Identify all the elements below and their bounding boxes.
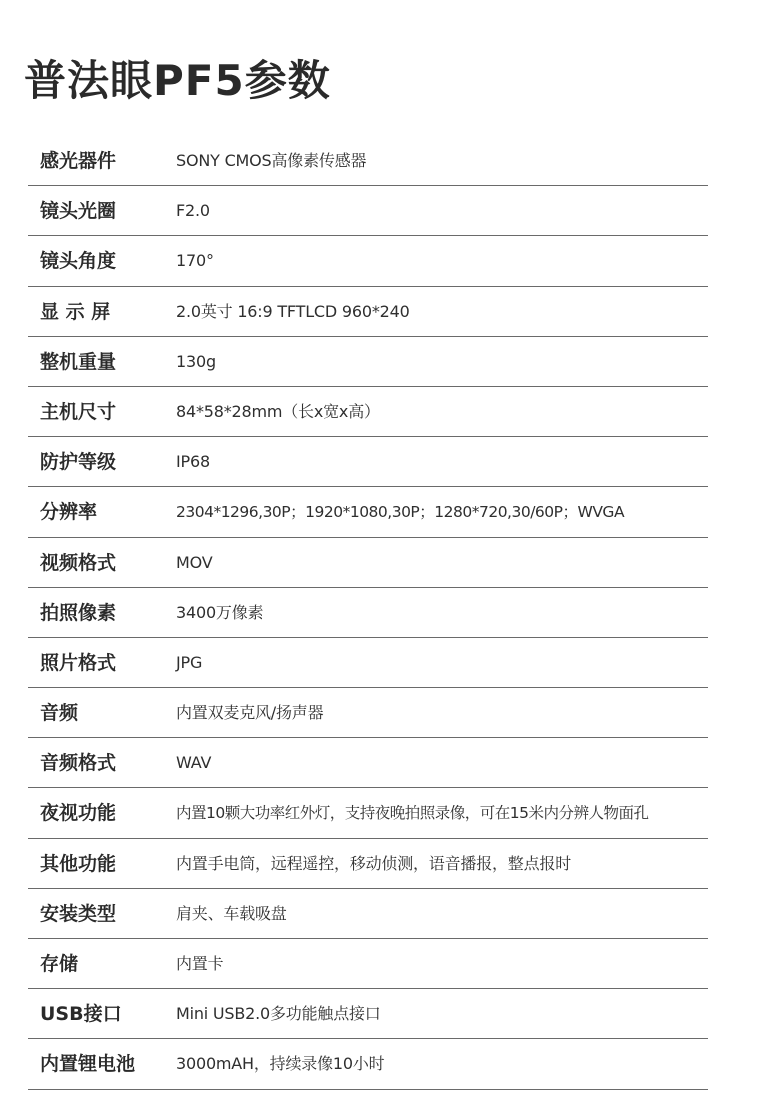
spec-row-audio — [28, 688, 708, 738]
spec-row-photo-format — [28, 638, 708, 688]
spec-row-audio-format — [28, 738, 708, 788]
page-title: 普法眼PF5参数 — [24, 56, 331, 105]
spec-value: 肩夹、车载吸盘 — [176, 903, 287, 923]
spec-row-dimensions — [28, 387, 708, 437]
spec-row-resolution — [28, 487, 708, 537]
spec-label: 安装类型 — [40, 902, 117, 925]
spec-label: USB接口 — [40, 1003, 122, 1026]
spec-label: 内置锂电池 — [40, 1053, 136, 1076]
spec-label: 照片格式 — [40, 651, 117, 674]
spec-value: 3400万像素 — [176, 602, 264, 622]
spec-value: F2.0 — [176, 201, 210, 221]
spec-label: 夜视功能 — [40, 802, 117, 825]
spec-row-battery — [28, 1039, 708, 1089]
spec-row-lens-angle — [28, 236, 708, 286]
spec-value: 内置手电筒，远程遥控，移动侦测，语音播报，整点报时 — [176, 853, 572, 873]
spec-row-protection — [28, 437, 708, 487]
spec-row-mounting — [28, 889, 708, 939]
spec-label: 分辨率 — [40, 501, 98, 524]
spec-label: 整机重量 — [40, 350, 117, 373]
spec-row-storage — [28, 939, 708, 989]
spec-value: 内置双麦克风/扬声器 — [176, 703, 324, 723]
spec-value: WAV — [176, 753, 212, 773]
spec-label: 视频格式 — [40, 551, 117, 574]
spec-label: 镜头光圈 — [40, 200, 117, 223]
spec-value: 170° — [176, 251, 214, 271]
spec-row-video-format — [28, 538, 708, 588]
spec-label: 其他功能 — [40, 852, 117, 875]
spec-label: 感光器件 — [40, 150, 117, 172]
spec-value: 内置卡 — [176, 954, 224, 973]
spec-row-display — [28, 287, 708, 337]
spec-label: 存储 — [40, 953, 79, 975]
spec-label: 镜头角度 — [40, 250, 117, 273]
spec-row-weight — [28, 337, 708, 387]
spec-row-sensor — [28, 136, 708, 186]
spec-row-night-vision — [28, 788, 708, 838]
spec-value: 2.0英寸 16:9 TFTLCD 960*240 — [176, 301, 410, 321]
spec-value: MOV — [176, 552, 213, 572]
spec-label: 防护等级 — [40, 451, 117, 474]
spec-row-usb — [28, 989, 708, 1039]
spec-value: 3000mAH，持续录像10小时 — [176, 1054, 385, 1074]
spec-value: 84*58*28mm（长x宽x高） — [176, 401, 380, 421]
spec-label: 显 示 屏 — [40, 300, 111, 323]
spec-label: 音频格式 — [40, 752, 117, 775]
spec-value: Mini USB2.0多功能触点接口 — [176, 1004, 381, 1024]
spec-row-other-functions — [28, 839, 708, 889]
spec-row-photo-pixels — [28, 588, 708, 638]
spec-label: 主机尺寸 — [40, 400, 117, 423]
spec-value: 130g — [176, 351, 216, 371]
spec-value: SONY CMOS高像素传感器 — [176, 151, 367, 170]
spec-label: 音频 — [40, 702, 79, 725]
spec-label: 拍照像素 — [40, 601, 117, 624]
spec-value: 2304*1296,30P；1920*1080,30P；1280*720,30/60P；WVGA — [176, 503, 625, 522]
spec-value: 内置10颗大功率红外灯，支持夜晚拍照录像，可在15米内分辨人物面孔 — [176, 804, 649, 823]
spec-row-aperture — [28, 186, 708, 236]
spec-value: JPG — [176, 652, 203, 672]
spec-value: IP68 — [176, 452, 210, 472]
spec-table — [28, 136, 708, 1090]
